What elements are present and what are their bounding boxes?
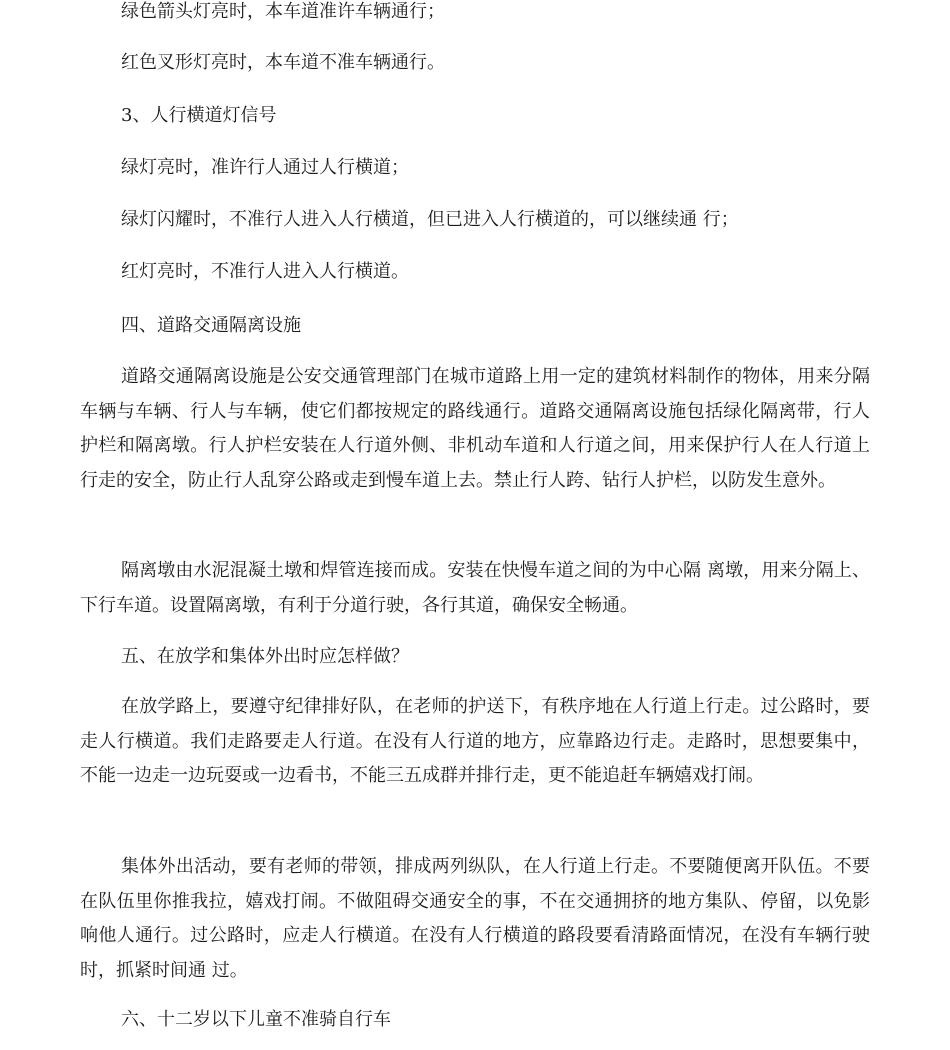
text-line: 红灯亮时，不准行人进入人行横道。 bbox=[121, 261, 409, 282]
paragraph: 道路交通隔离设施是公安交通管理部门在城市道路上用一定的建筑材料制作的物体，用来分隔车辆与车辆、行人与车辆，使它们都按规定的路线通行。道路交通隔离设施包括绿化隔离带，行人护栏和隔离墩。行人护栏安装在人行道外侧、非机动车道和人行道之间，用来保护行人在人行道上行走的安全，防止行人乱穿公路或走到慢车道上去。禁止行人跨、钻行人护栏，以防发生意外。 bbox=[80, 366, 870, 491]
section-heading: 五、在放学和集体外出时应怎样做？ bbox=[121, 646, 409, 667]
section-heading: 六、十二岁以下儿童不准骑自行车 bbox=[121, 1009, 391, 1030]
paragraph: 隔离墩由水泥混凝土墩和焊管连接而成。安装在快慢车道之间的为中心隔 离墩，用来分隔上、下行车道。设置隔离墩，有利于分道行驶，各行其道，确保安全畅通。 bbox=[80, 560, 870, 616]
text-line: 绿灯闪耀时，不准行人进入人行横道，但已进入人行横道的，可以继续通 行； bbox=[121, 209, 739, 230]
text-line: 绿灯亮时，准许行人通过人行横道； bbox=[121, 157, 409, 178]
section-heading: 四、道路交通隔离设施 bbox=[121, 315, 301, 336]
paragraph: 在放学路上，要遵守纪律排好队，在老师的护送下，有秩序地在人行道上行走。过公路时，要走人行横道。我们走路要走人行道。在没有人行道的地方，应靠路边行走。走路时，思想要集中，不能一边走一边玩耍或一边看书，不能三五成群并排行走，更不能追赶车辆嬉戏打闹。 bbox=[80, 696, 870, 786]
text-line: 绿色箭头灯亮时，本车道准许车辆通行； bbox=[121, 1, 445, 22]
section-heading: 3、人行横道灯信号 bbox=[121, 105, 277, 126]
paragraph: 集体外出活动，要有老师的带领，排成两列纵队，在人行道上行走。不要随便离开队伍。不要在队伍里你推我拉，嬉戏打闹。不做阻碍交通安全的事，不在交通拥挤的地方集队、停留，以免影响他人通行。过公路时，应走人行横道。在没有人行横道的路段要看清路面情况，在没有车辆行驶时，抓紧时间通 过。 bbox=[80, 856, 870, 981]
text-line: 红色叉形灯亮时，本车道不准车辆通行。 bbox=[121, 52, 445, 73]
